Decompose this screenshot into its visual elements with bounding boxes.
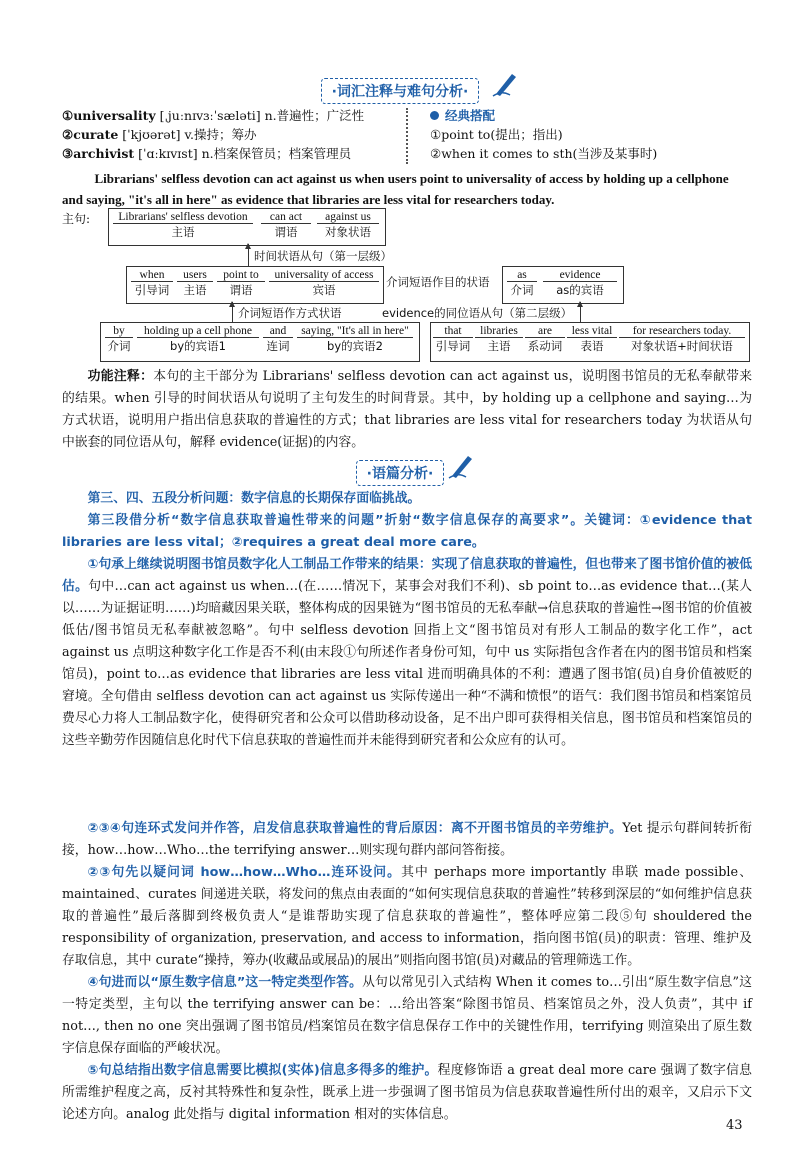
discourse-section-header [0,460,800,486]
collocation-item: ②when it comes to sth(当涉及某事时) [430,146,658,161]
vocab-item: ②curate [ˈkjʊərət] v.操持；筹办 [62,127,257,142]
diagram-label: 时间状语从句（第一层级） [254,249,392,263]
diagram-cell: less vital 表语 [567,325,617,354]
diagram-label: 介词短语作目的状语 [386,275,490,289]
diagram-cell: by 介词 [105,325,133,354]
manner-phrase-box [100,322,420,362]
diagram-label: 介词短语作方式状语 [238,306,342,320]
diagram-arrow [248,244,249,266]
collocation-item: ①point to(提出；指出) [430,127,563,142]
diagram-cell: Librarians' selfless devotion 主语 [113,211,253,240]
pen-icon [490,68,520,98]
collocations [430,106,760,163]
page-number: 43 [726,1118,743,1133]
appositive-clause-box [430,322,750,362]
main-clause-box [108,208,386,246]
discourse-p6: ④句进而以“原生数字信息”这一特定类型作答。从句以常见引入式结构 When it comes to…引出“原生数字信息”这一特定类型，主句以 the terrifying answer can be：…给出答案“除图书馆员、档案馆员之外，没人负责”，其中 if not…, then no one 突出强调了图书馆员/档案馆员在数字信息保存工作中的关键性作用，terrifying 则渲染出了原生数字信息保存面临的严峻状况。 [62,975,752,1056]
diagram-cell: holding up a cell phone by的宾语1 [137,325,259,354]
diagram-cell: users 主语 [177,269,213,298]
diagram-cell: as 介词 [507,269,537,298]
diagram-cell: for researchers today. 对象状语+时间状语 [619,325,745,354]
function-note: 功能注释：本句的主干部分为 Librarians' selfless devotion can act against us，说明图书馆员的无私奉献带来的结果。when 引导的时间状语从句说明了主句发生的时间背景。其中，by holding up a cellphone and saying…为方式状语，说明用户指出信息获取的普遍性的方式；that libraries are less vital for researchers today 为状语从句中嵌套的同位语从句，解释 evidence(证据)的内容。 [62,369,753,450]
diagram-cell: against us 对象状语 [317,211,379,240]
diagram-arrow [232,302,233,322]
vocab-item: ①universality [ˌjuːnɪvɜːˈsæləti] n.普遍性；广泛性 [62,108,365,123]
bullet-icon [430,111,439,120]
discourse-section-title: ·语篇分析· [356,460,445,486]
vocab-section-header [0,78,800,104]
diagram-arrow [580,302,581,322]
sentence-diagram [62,208,752,366]
vocab-item: ③archivist [ˈɑːkɪvɪst] n.档案保管员；档案管理员 [62,146,352,161]
column-divider [406,108,414,164]
discourse-p7: ⑤句总结指出数字信息需要比模拟(实体)信息多得多的维护。程度修饰语 a great deal more care 强调了数字信息所需维护程度之高，反衬其特殊性和复杂性，既承上进一步强调了图书馆员为信息获取普遍性所付出的艰辛，又启示下文论述方向。analog 此处指与 digital information 相对的实体信息。 [62,1063,752,1122]
discourse-p2: 第三段借分析“数字信息获取普遍性带来的问题”折射“数字信息保存的高要求”。关键词：①evidence that libraries are less vital；②requires a great deal more care。 [62,513,752,550]
pen-icon [446,450,476,480]
discourse-p3: ①句承上继续说明图书馆员数字化人工制品工作带来的结果：实现了信息获取的普遍性，但也带来了图书馆价值的被低估。句中…can act against us when…(在……情况下，某事会对我们不利)、sb point to…as evidence that…(某人以……为证据证明……)均暗藏因果关联，整体构成的因果链为“图书馆员的无私奉献→信息获取的普遍性→图书馆的价值被低估/图书馆员无私奉献被忽略”。句中 selfless devotion 回指上文“图书馆员对有形人工制品的数字化工作”，act against us 点明这种数字化工作是否不利(由末段①句所述作者身份可知，句中 us 实际指包含作者在内的图书馆员和档案馆员)，point to…as evidence that libraries are less vital 进而明确具体的不利：遭遇了图书馆(员)自身价值被贬的窘境。全句借由 selfless devotion can act against us 实际传递出一种“不满和愤恨”的语气：我们图书馆员和档案馆员费尽心力将人工制品数字化，使得研究者和公众可以借助移动设备，足不出户即可获得相关信息，图书馆员和档案馆员的这些辛勤劳作因随信息化时代下信息获取的普遍性而并未能得到研究者和公众应有的认可。 [62,557,752,748]
diagram-cell: evidence as的宾语 [543,269,617,298]
diagram-cell: can act 谓语 [261,211,311,240]
diagram-cell: libraries 主语 [475,325,523,354]
diagram-cell: are 系动词 [525,325,565,354]
diagram-cell: point to 谓语 [217,269,265,298]
vocab-list [62,106,402,163]
discourse-p4: ②③④句连环式发问并作答，启发信息获取普遍性的背后原因：离不开图书馆员的辛劳维护。Yet 提示句群间转折衔接，how…how…Who…the terrifying answer…则实现句群内部问答衔接。 [62,821,752,858]
diagram-cell: and 连词 [263,325,293,354]
main-clause-label: 主句: [62,212,91,226]
difficult-sentence: Librarians' selfless devotion can act against us when users point to universality of access by holding up a cellphone and saying, "it's all in here" as evidence that libraries are less vital for researchers today. [62,171,729,207]
diagram-cell: when 引导词 [131,269,173,298]
diagram-cell: universality of access 宾语 [269,269,379,298]
time-clause-box [126,266,384,304]
vocab-section-title: ·词汇注释与难句分析· [321,78,480,104]
discourse-p1: 第三、四、五段分析问题：数字信息的长期保存面临挑战。 [87,491,421,506]
diagram-cell: saying, "It's all in here" by的宾语2 [297,325,413,354]
diagram-cell: that 引导词 [433,325,473,354]
collocations-title: 经典搭配 [445,108,496,123]
purpose-phrase-box [502,266,624,304]
discourse-p5: ②③句先以疑问词 how…how…Who…连环设问。其中 perhaps more importantly 串联 made possible、maintained、curates 间递进关联，将发问的焦点由表面的“如何实现信息获取的普遍性”转移到深层的“如何维护信息获取的普遍性”最后落脚到终极负责人“是谁帮助实现了信息获取的普遍性”，整体呼应第二段⑤句 shouldered the responsibility of organization, preservation, and access to information，指向图书馆(员)的职责：管理、维护及存取信息，其中 curate“操持，筹办(收藏品或展品)的展出”则指向图书馆(员)对藏品的管理筛选工作。 [62,865,752,968]
diagram-label: evidence的同位语从句（第二层级） [382,306,573,320]
